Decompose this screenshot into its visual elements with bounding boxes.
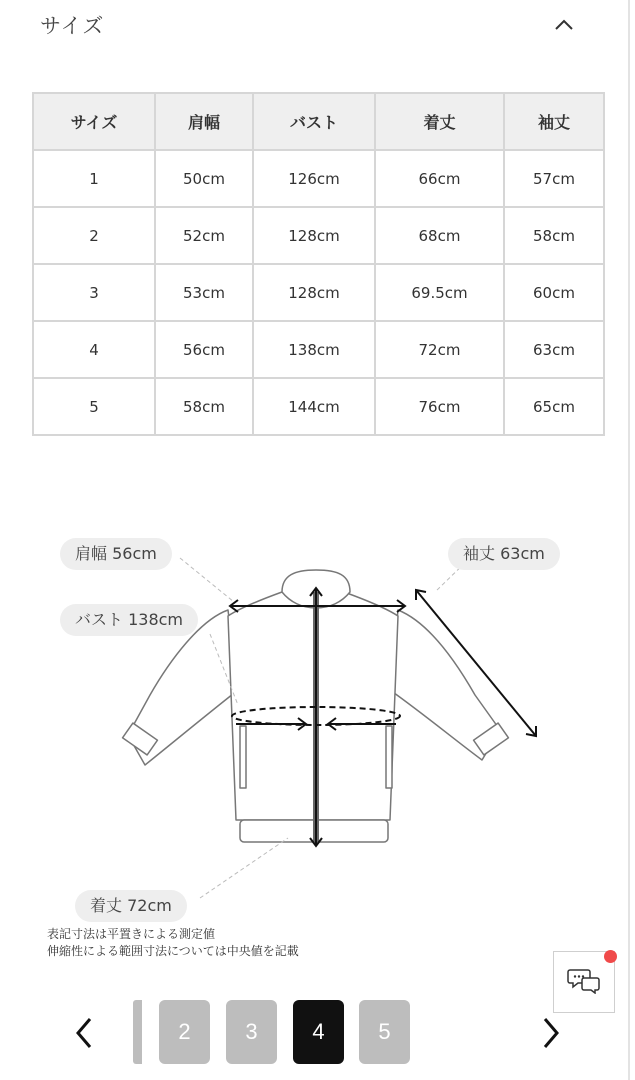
- table-row: [33, 264, 604, 321]
- table-row: [33, 207, 604, 264]
- table-header-row: [33, 93, 604, 150]
- stretch-note: 伸縮性による範囲寸法については中央値を記載: [47, 944, 299, 958]
- table-cell: 52cm: [155, 207, 253, 264]
- table-cell: 5: [33, 378, 155, 435]
- chat-bubbles-icon: [567, 966, 601, 998]
- sleeve-label: 袖丈 63cm: [448, 538, 560, 570]
- table-cell: 58cm: [504, 207, 604, 264]
- notification-dot: [604, 950, 617, 963]
- page-button-4[interactable]: 4: [293, 1000, 344, 1064]
- table-cell: 65cm: [504, 378, 604, 435]
- jacket-diagram: [50, 530, 590, 920]
- header-sleeve: 袖丈: [504, 93, 604, 150]
- table-cell: 128cm: [253, 264, 375, 321]
- page-button-3[interactable]: 3: [226, 1000, 277, 1064]
- table-cell: 128cm: [253, 207, 375, 264]
- table-cell: 63cm: [504, 321, 604, 378]
- header-bust: バスト: [253, 93, 375, 150]
- table-row: [33, 150, 604, 207]
- chat-button[interactable]: [553, 951, 615, 1013]
- table-cell: 126cm: [253, 150, 375, 207]
- size-table: [32, 92, 605, 436]
- table-cell: 60cm: [504, 264, 604, 321]
- table-cell: 72cm: [375, 321, 504, 378]
- table-cell: 76cm: [375, 378, 504, 435]
- table-cell: 66cm: [375, 150, 504, 207]
- shoulder-label: 肩幅 56cm: [60, 538, 172, 570]
- table-cell: 2: [33, 207, 155, 264]
- header-length: 着丈: [375, 93, 504, 150]
- chevron-up-icon[interactable]: [551, 12, 577, 38]
- table-cell: 4: [33, 321, 155, 378]
- page-button-2[interactable]: 2: [159, 1000, 210, 1064]
- table-cell: 144cm: [253, 378, 375, 435]
- table-cell: 57cm: [504, 150, 604, 207]
- table-cell: 3: [33, 264, 155, 321]
- table-cell: 1: [33, 150, 155, 207]
- right-border: [628, 0, 630, 1080]
- table-row: [33, 321, 604, 378]
- table-cell: 69.5cm: [375, 264, 504, 321]
- page-button-5[interactable]: 5: [359, 1000, 410, 1064]
- section-title: サイズ: [40, 14, 105, 38]
- header-shoulder: 肩幅: [155, 93, 253, 150]
- table-cell: 138cm: [253, 321, 375, 378]
- table-row: [33, 378, 604, 435]
- table-cell: 56cm: [155, 321, 253, 378]
- table-cell: 53cm: [155, 264, 253, 321]
- length-label: 着丈 72cm: [75, 890, 187, 922]
- table-cell: 58cm: [155, 378, 253, 435]
- bust-label: バスト 138cm: [60, 604, 198, 636]
- measurement-note: 表記寸法は平置きによる測定値: [47, 927, 216, 941]
- chevron-left-icon[interactable]: [66, 1015, 102, 1051]
- table-cell: 50cm: [155, 150, 253, 207]
- header-size: サイズ: [33, 93, 155, 150]
- table-cell: 68cm: [375, 207, 504, 264]
- page-button-partial[interactable]: [133, 1000, 142, 1064]
- chevron-right-icon[interactable]: [533, 1015, 569, 1051]
